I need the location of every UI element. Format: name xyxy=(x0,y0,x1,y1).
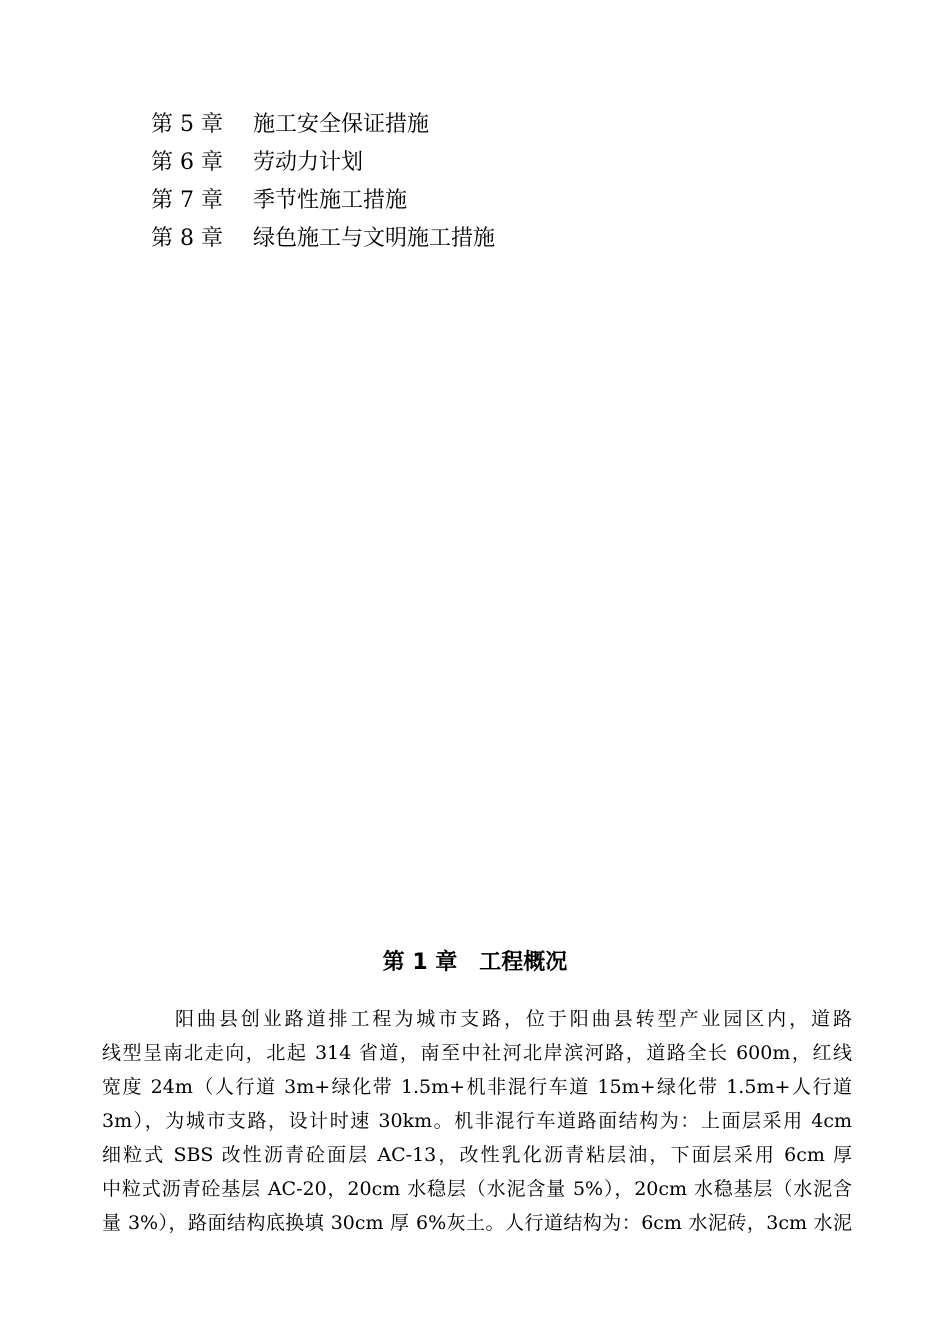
toc-chapter-number: 第 5 章 xyxy=(151,112,223,137)
table-of-contents xyxy=(151,106,495,258)
toc-item-chapter-6 xyxy=(151,144,495,182)
paragraph-line: 细粒式 SBS 改性沥青砼面层 AC-13，改性乳化沥青粘层油，下面层采用 6cm 厚 xyxy=(102,1144,852,1166)
toc-chapter-title: 绿色施工与文明施工措施 xyxy=(253,226,496,251)
paragraph-line: 3m），为城市支路，设计时速 30km。机非混行车道路面结构为：上面层采用 4cm xyxy=(102,1110,852,1132)
toc-chapter-number: 第 8 章 xyxy=(151,226,223,251)
toc-chapter-number: 第 7 章 xyxy=(151,188,223,213)
toc-chapter-title: 季节性施工措施 xyxy=(253,188,408,213)
chapter-heading: 第 1 章 工程概况 xyxy=(382,950,568,975)
project-overview-paragraph xyxy=(102,1002,852,1240)
toc-chapter-title: 施工安全保证措施 xyxy=(253,112,430,137)
paragraph-line: 宽度 24m（人行道 3m+绿化带 1.5m+机非混行车道 15m+绿化带 1.5m+人行道 xyxy=(102,1076,852,1098)
toc-item-chapter-8 xyxy=(151,220,495,258)
toc-item-chapter-5 xyxy=(151,106,495,144)
toc-item-chapter-7 xyxy=(151,182,495,220)
toc-chapter-number: 第 6 章 xyxy=(151,150,223,175)
toc-chapter-title: 劳动力计划 xyxy=(253,150,364,175)
paragraph-line: 线型呈南北走向，北起 314 省道，南至中社河北岸滨河路，道路全长 600m，红线 xyxy=(102,1042,852,1064)
paragraph-line: 阳曲县创业路道排工程为城市支路，位于阳曲县转型产业园区内，道路 xyxy=(175,1008,852,1030)
paragraph-line: 中粒式沥青砼基层 AC-20，20cm 水稳层（水泥含量 5%），20cm 水稳基层（水泥含 xyxy=(102,1178,852,1200)
paragraph-line: 量 3%），路面结构底换填 30cm 厚 6%灰土。人行道结构为：6cm 水泥砖，3cm 水泥 xyxy=(102,1212,852,1234)
